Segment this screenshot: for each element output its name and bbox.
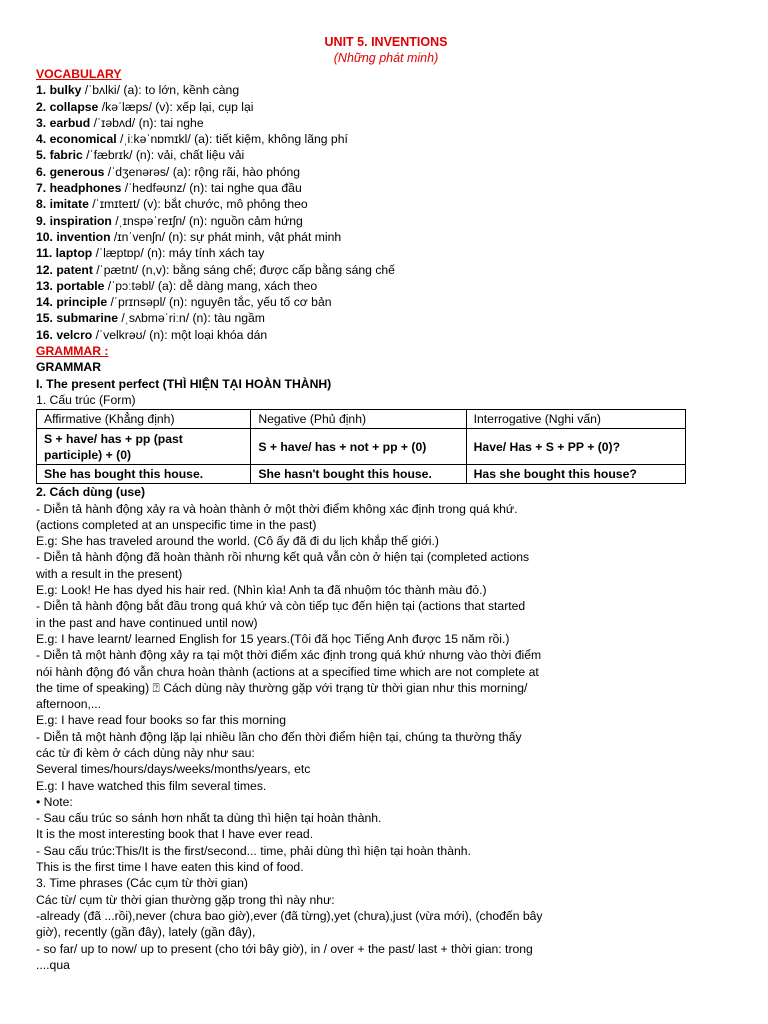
vocabulary-definition: /ˈprɪnsəpl/ (n): nguyên tắc, yếu tố cơ bản (107, 295, 332, 310)
vocabulary-definition: /ˈpætnt/ (n,v): bằng sáng chế; được cấp bằng sáng chế (92, 262, 395, 277)
vocabulary-definition: /ˈfæbrɪk/ (n): vải, chất liệu vải (82, 148, 245, 163)
vocabulary-word: patent (56, 262, 93, 277)
vocabulary-number: 5. (36, 148, 47, 163)
document-page (36, 34, 736, 973)
table-formula-interrogative: Have/ Has + S + PP + (0)? (466, 429, 685, 465)
form-table (36, 409, 686, 484)
table-header-interrogative: Interrogative (Nghi vấn) (466, 410, 685, 429)
body-line: It is the most interesting book that I have ever read. (36, 827, 314, 842)
vocabulary-definition: /ˈvelkrəʊ/ (n): một loại khóa dán (92, 327, 268, 342)
body-line: - Sau cấu trúc:This/It is the first/second... time, phải dùng thì hiện tại hoàn thành. (36, 843, 471, 858)
vocabulary-definition: /ˌsʌbməˈriːn/ (n): tàu ngầm (117, 311, 265, 326)
usage-body (36, 501, 736, 974)
usage-label: 2. Cách dùng (use) (36, 485, 146, 500)
vocabulary-definition: /ˈlæptɒp/ (n): máy tính xách tay (92, 246, 265, 261)
vocabulary-item (36, 294, 736, 310)
vocabulary-number: 1. (36, 83, 47, 98)
form-label: 1. Cấu trúc (Form) (36, 392, 136, 407)
table-header-affirmative: Affirmative (Khẳng định) (37, 410, 251, 429)
vocabulary-word: submarine (56, 311, 118, 326)
vocabulary-item (36, 327, 736, 343)
body-line: -already (đã ...rồi),never (chưa bao giờ),ever (đã từng),yet (chưa),just (vừa mới), (chođến bây (36, 908, 543, 923)
body-line: - Diễn tả một hành động xảy ra tại một thời điểm xác định trong quá khứ nhưng vào thời điểm (36, 648, 542, 663)
body-line: with a result in the present) (36, 566, 183, 581)
body-line: Several times/hours/days/weeks/months/years, etc (36, 762, 311, 777)
vocabulary-heading: VOCABULARY (36, 67, 122, 81)
body-line: - Diễn tả hành động xảy ra và hoàn thành ở một thời điểm không xác định trong quá khứ. (36, 501, 518, 516)
vocabulary-item (36, 229, 736, 245)
vocabulary-word: bulky (49, 83, 82, 98)
vocabulary-item (36, 180, 736, 196)
body-line: afternoon,... (36, 697, 102, 712)
body-line: các từ đi kèm ở cách dùng này như sau: (36, 745, 255, 760)
vocabulary-definition: /ˌiːkəˈnɒmɪkl/ (a): tiết kiệm, không lãng phí (116, 132, 348, 147)
vocabulary-item (36, 278, 736, 294)
body-line: 3. Time phrases (Các cụm từ thời gian) (36, 876, 248, 891)
body-line: the time of speaking) ⍰ Cách dùng này thường gặp với trạng từ thời gian như this morning/ (36, 680, 528, 695)
vocabulary-word: imitate (49, 197, 89, 212)
vocabulary-number: 13. (36, 278, 53, 293)
vocabulary-word: velcro (56, 327, 93, 342)
vocabulary-item (36, 115, 736, 131)
vocabulary-definition: /ˈbʌlki/ (a): to lớn, kềnh càng (81, 83, 240, 98)
vocabulary-item (36, 164, 736, 180)
vocabulary-word: inspiration (49, 213, 112, 228)
vocabulary-definition: /ˈɪəbʌd/ (n): tai nghe (90, 115, 204, 130)
body-line: E.g: I have read four books so far this morning (36, 713, 286, 728)
table-header-negative: Negative (Phủ định) (251, 410, 466, 429)
body-line: E.g: She has traveled around the world. (Cô ấy đã đi du lịch khắp thế giới.) (36, 534, 439, 549)
vocabulary-definition: /ˈdʒenərəs/ (a): rộng rãi, hào phóng (104, 164, 301, 179)
body-line: - Diễn tả hành động đã hoàn thành rồi nhưng kết quả vẫn còn ở hiện tại (completed actions (36, 550, 530, 565)
vocabulary-number: 11. (36, 246, 53, 261)
vocabulary-word: portable (56, 278, 105, 293)
vocabulary-word: economical (49, 132, 117, 147)
vocabulary-number: 10. (36, 229, 53, 244)
body-line: in the past and have continued until now) (36, 615, 258, 630)
vocabulary-definition: /ˈpɔːtəbl/ (a): dễ dàng mang, xách theo (104, 278, 318, 293)
unit-title: UNIT 5. INVENTIONS (324, 35, 448, 49)
vocabulary-word: fabric (49, 148, 83, 163)
vocabulary-number: 4. (36, 132, 47, 147)
vocabulary-word: principle (56, 295, 108, 310)
body-line: • Note: (36, 794, 73, 809)
vocabulary-word: invention (56, 229, 111, 244)
vocabulary-number: 16. (36, 327, 53, 342)
grammar-heading: GRAMMAR : (36, 344, 109, 359)
vocabulary-definition: /ɪnˈvenʃn/ (n): sự phát minh, vật phát minh (110, 229, 342, 244)
vocabulary-number: 3. (36, 115, 47, 130)
body-line: giờ), recently (gần đây), lately (gần đây), (36, 925, 256, 940)
body-line: - so far/ up to now/ up to present (cho tới bây giờ), in / over + the past/ last + thời gian: trong (36, 941, 533, 956)
vocabulary-number: 8. (36, 197, 47, 212)
vocabulary-item (36, 147, 736, 163)
vocabulary-number: 15. (36, 311, 53, 326)
body-line: - Diễn tả hành động bắt đầu trong quá khứ và còn tiếp tục đến hiện tại (actions that started (36, 599, 526, 614)
vocabulary-item (36, 262, 736, 278)
body-line: ....qua (36, 957, 70, 972)
body-line: This is the first time I have eaten this kind of food. (36, 860, 304, 875)
body-line: E.g: I have watched this film several times. (36, 778, 267, 793)
vocabulary-item (36, 82, 736, 98)
vocabulary-word: laptop (55, 246, 93, 261)
vocabulary-word: collapse (49, 99, 99, 114)
body-line: (actions completed at an unspecific time in the past) (36, 517, 317, 532)
section-title-present-perfect: I. The present perfect (THÌ HIỆN TẠI HOÀN THÀNH) (36, 376, 332, 391)
unit-subtitle: (Những phát minh) (333, 51, 439, 65)
vocabulary-item (36, 131, 736, 147)
vocabulary-item (36, 245, 736, 261)
vocabulary-definition: /ˌɪnspəˈreɪʃn/ (n): nguồn cảm hứng (111, 213, 303, 228)
body-line: nói hành động đó vẫn chưa hoàn thành (actions at a specified time which are not complete at (36, 664, 539, 679)
vocabulary-definition: /ˈhedfəʊnz/ (n): tai nghe qua đầu (121, 181, 302, 196)
body-line: - Diễn tả một hành động lặp lại nhiều lần cho đến thời điểm hiện tại, chúng ta thường thấy (36, 729, 522, 744)
vocabulary-number: 9. (36, 213, 47, 228)
table-example-affirmative: She has bought this house. (37, 465, 251, 484)
table-example-negative: She hasn't bought this house. (251, 465, 466, 484)
vocabulary-item (36, 99, 736, 115)
body-line: Các từ/ cụm từ thời gian thường gặp trong thì này như: (36, 892, 335, 907)
table-formula-affirmative: S + have/ has + pp (past participle) + (0) (37, 429, 251, 465)
vocabulary-definition: /ˈɪmɪteɪt/ (v): bắt chước, mô phỏng theo (88, 197, 308, 212)
table-formula-negative: S + have/ has + not + pp + (0) (251, 429, 466, 465)
vocabulary-number: 2. (36, 99, 47, 114)
vocabulary-item (36, 310, 736, 326)
vocabulary-definition: /kəˈlæps/ (v): xếp lại, cụp lại (98, 99, 254, 114)
table-example-interrogative: Has she bought this house? (466, 465, 685, 484)
body-line: E.g: I have learnt/ learned English for 15 years.(Tôi đã học Tiếng Anh được 15 năm rồi.) (36, 631, 510, 646)
body-line: E.g: Look! He has dyed his hair red. (Nhìn kìa! Anh ta đã nhuộm tóc thành màu đỏ.) (36, 583, 487, 598)
grammar-label: GRAMMAR (36, 360, 101, 375)
vocabulary-number: 6. (36, 164, 47, 179)
body-line: - Sau cấu trúc so sánh hơn nhất ta dùng thì hiện tại hoàn thành. (36, 811, 382, 826)
vocabulary-number: 12. (36, 262, 53, 277)
vocabulary-word: headphones (49, 181, 122, 196)
vocabulary-list (36, 82, 736, 343)
vocabulary-item (36, 213, 736, 229)
vocabulary-word: earbud (49, 115, 91, 130)
vocabulary-word: generous (49, 164, 105, 179)
vocabulary-number: 7. (36, 181, 47, 196)
vocabulary-number: 14. (36, 295, 53, 310)
vocabulary-item (36, 196, 736, 212)
